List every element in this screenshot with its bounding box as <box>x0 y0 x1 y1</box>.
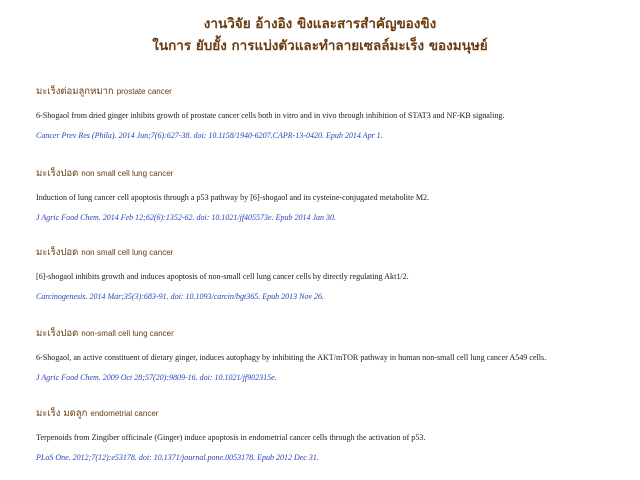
reference-entry <box>36 406 636 462</box>
entry-heading-english: non-small cell lung cancer <box>81 329 174 338</box>
reference-entry <box>36 166 636 222</box>
reference-entry <box>36 245 636 301</box>
entry-heading <box>36 245 636 260</box>
entry-description: [6]-shogaol inhibits growth and induces apoptosis of non-small cell lung cancer cells by directly regulating Akt1/2. <box>36 272 409 281</box>
entry-description: 6-Shogaol from dried ginger inhibits growth of prostate cancer cells both in vitro and in vivo through inhibition of STAT3 and NF-KB signaling. <box>36 111 505 120</box>
entry-heading <box>36 166 636 181</box>
reference-entry <box>36 326 636 382</box>
entry-heading-thai: มะเร็ง มดลูก <box>36 408 88 419</box>
entry-heading <box>36 406 636 421</box>
entry-description: Induction of lung cancer cell apoptosis through a p53 pathway by [6]-shogaol and its cysteine-conjugated metabolite M2. <box>36 193 430 202</box>
entry-citation-link[interactable]: J Agric Food Chem. 2014 Feb 12;62(6):1352-62. doi: 10.1021/jf405573e. Epub 2014 Jan 30. <box>36 213 337 222</box>
entry-heading <box>36 326 636 341</box>
entry-heading-english: prostate cancer <box>116 87 172 96</box>
reference-entry <box>36 84 636 140</box>
entry-description: 6-Shogaol, an active constituent of dietary ginger, induces autophagy by inhibiting the AKT/mTOR pathway in human non-small cell lung cancer A549 cells. <box>36 353 547 362</box>
entry-heading-english: endometrial cancer <box>90 409 159 418</box>
page-title-line-2: ในการ ยับยั้ง การแบ่งตัวและทำลายเซลล์มะเร็ง ของมนุษย์ <box>152 38 488 54</box>
entry-heading-thai: มะเร็งปอด <box>36 328 79 339</box>
page-title-line-1: งานวิจัย อ้างอิง ขิงและสารสำคัญของขิง <box>203 16 437 32</box>
entry-heading-thai: มะเร็งปอด <box>36 168 79 179</box>
entry-citation-link[interactable]: J Agric Food Chem. 2009 Oct 28;57(20):9809-16. doi: 10.1021/jf902315e. <box>36 373 277 382</box>
entry-description: Terpenoids from Zingiber officinale (Ginger) induce apoptosis in endometrial cancer cells through the activation of p53. <box>36 433 426 442</box>
entry-heading-english: non small cell lung cancer <box>81 169 174 178</box>
entry-citation-link[interactable]: Cancer Prev Res (Phila). 2014 Jun;7(6):627-38. doi: 10.1158/1940-6207.CAPR-13-0420. Epub 2014 Apr 1. <box>36 131 383 140</box>
entry-heading-english: non small cell lung cancer <box>81 248 174 257</box>
entry-citation-link[interactable]: Carcinogenesis. 2014 Mar;35(3):683-91. doi: 10.1093/carcin/bgt365. Epub 2013 Nov 26. <box>36 292 325 301</box>
entry-heading <box>36 84 636 99</box>
entry-citation-link[interactable]: PLoS One. 2012;7(12):e53178. doi: 10.1371/journal.pone.0053178. Epub 2012 Dec 31. <box>36 453 319 462</box>
entry-heading-thai: มะเร็งต่อมลูกหมาก <box>36 86 114 97</box>
entry-heading-thai: มะเร็งปอด <box>36 247 79 258</box>
